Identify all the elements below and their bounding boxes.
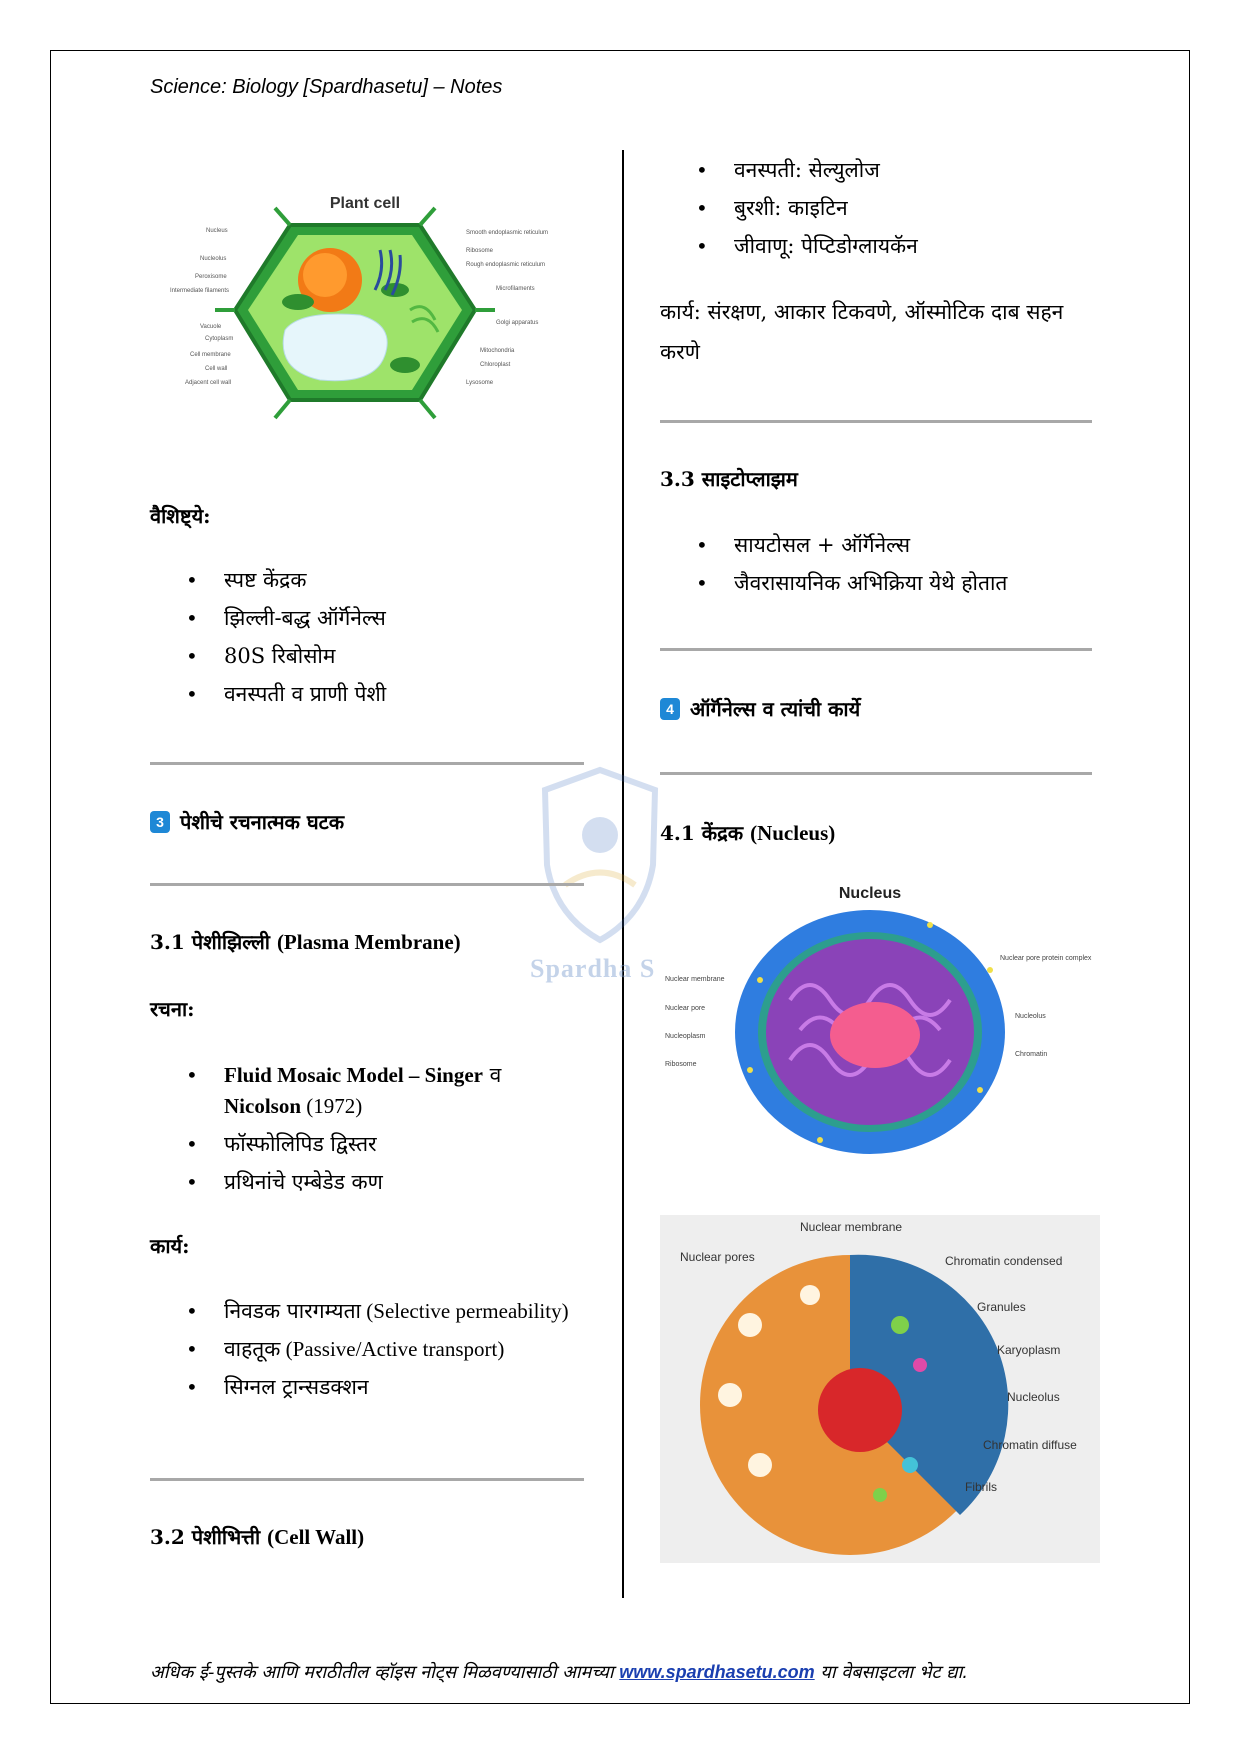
nucleus-cutaway-figure — [660, 1215, 1100, 1563]
list-item: • झिल्ली-बद्ध ऑर्गॅनेल्स — [150, 603, 590, 634]
section-4-heading — [660, 695, 860, 722]
cutaway-label: Fibrils — [965, 1480, 997, 1494]
footer-note — [150, 1660, 968, 1684]
cutaway-label: Chromatin diffuse — [983, 1438, 1077, 1452]
model-conjunction: व — [483, 1063, 502, 1087]
page-header: Science: Biology [Spardhasetu] – Notes — [150, 76, 503, 98]
list-item — [150, 1296, 620, 1327]
plant-label-right: Microfilaments — [496, 286, 535, 292]
plant-cell-figure — [170, 190, 560, 440]
list-item: • 80S रिबोसोम — [150, 641, 590, 672]
section-3-title: पेशीचे रचनात्मक घटक — [180, 810, 345, 834]
section-number-badge: 4 — [660, 698, 680, 720]
subsection-4-1-english: (Nucleus) — [750, 821, 836, 845]
section-rule — [150, 1478, 584, 1481]
plant-label-left: Peroxisome — [195, 274, 227, 280]
cytoplasm-list — [660, 530, 1110, 606]
nucleus-figure — [665, 880, 1092, 1160]
list-item: • वनस्पती: सेल्युलोज — [660, 155, 1110, 186]
plant-label-left: Cytoplasm — [205, 336, 234, 342]
plant-label-left: Nucleolus — [200, 256, 227, 262]
section-3-heading — [150, 808, 344, 835]
plant-label-right: Rough endoplasmic reticulum — [466, 262, 546, 268]
subsection-3-2-title: 3.2 पेशीभित्ती — [150, 1525, 261, 1549]
cutaway-label: Karyoplasm — [997, 1343, 1061, 1357]
list-item: • वनस्पती व प्राणी पेशी — [150, 679, 590, 710]
plant-label-left: Nucleus — [206, 228, 228, 234]
list-item: • प्रथिनांचे एम्बेडेड कण — [150, 1167, 600, 1198]
list-item: • जीवाणू: पेप्टिडोग्लायकॅन — [660, 231, 1110, 262]
list-item — [150, 1060, 600, 1122]
subsection-3-2-heading — [150, 1523, 364, 1550]
function-list — [150, 1296, 620, 1410]
model-year: (1972) — [301, 1094, 363, 1118]
list-item: • जैवरासायनिक अभिक्रिया येथे होतात — [660, 568, 1110, 599]
cutaway-label: Nucleolus — [1007, 1390, 1060, 1404]
cutaway-label: Granules — [977, 1300, 1026, 1314]
plant-label-right: Lysosome — [466, 380, 494, 386]
subsection-3-3-heading: 3.3 साइटोप्लाझम — [660, 467, 798, 491]
plant-label-right: Chloroplast — [480, 362, 511, 368]
subsection-3-1-english: (Plasma Membrane) — [276, 930, 461, 954]
plant-label-right: Smooth endoplasmic reticulum — [466, 230, 549, 236]
nucleus-label-right: Nucleolus — [1015, 1013, 1046, 1020]
section-rule — [660, 772, 1092, 775]
plant-label-left: Adjacent cell wall — [185, 380, 232, 386]
subsection-4-1-title: 4.1 केंद्रक — [660, 821, 744, 845]
section-rule — [660, 648, 1092, 651]
cell-wall-function: कार्य: संरक्षण, आकार टिकवणे, ऑस्मोटिक दाब सहन करणे — [660, 300, 1064, 364]
nucleus-label-right: Chromatin — [1015, 1051, 1048, 1058]
website-link[interactable]: www.spardhasetu.com — [619, 1662, 815, 1682]
plant-cell-diagram — [170, 190, 560, 440]
function-english: (Selective permeability) — [361, 1299, 569, 1323]
subsection-4-1-heading — [660, 819, 835, 846]
section-number-badge: 3 — [150, 811, 170, 833]
list-item: • स्पष्ट केंद्रक — [150, 565, 590, 596]
section-rule — [150, 762, 584, 765]
cutaway-label: Nuclear pores — [680, 1250, 755, 1264]
plant-label-right: Golgi apparatus — [496, 320, 539, 326]
function-marathi: वाहतूक — [224, 1337, 281, 1361]
plant-cell-title: Plant cell — [329, 195, 401, 212]
features-list — [150, 565, 590, 717]
subsection-3-1-heading — [150, 928, 461, 955]
plant-label-right: Ribosome — [466, 248, 494, 254]
nucleus-figure-title: Nucleus — [838, 885, 902, 902]
watermark-shield-icon — [535, 765, 665, 945]
watermark-text: Spardha S — [530, 954, 656, 983]
section-rule — [150, 883, 584, 886]
plant-label-left: Cell wall — [205, 366, 228, 372]
footer-text-after: या वेबसाइटला भेट द्या. — [814, 1662, 968, 1683]
subsection-3-2-english: (Cell Wall) — [267, 1525, 365, 1549]
structure-heading: रचना: — [150, 997, 195, 1021]
list-item — [150, 1334, 620, 1365]
nucleus-label-left: Ribosome — [665, 1061, 697, 1068]
cell-wall-list — [660, 155, 1110, 269]
section-rule — [660, 420, 1092, 423]
plant-label-left: Intermediate filaments — [170, 288, 230, 294]
model-author: Nicolson — [224, 1094, 302, 1118]
nucleus-label-right: Nuclear pore protein complex — [1000, 955, 1092, 962]
plant-label-left: Vacuole — [200, 324, 222, 330]
model-name: Fluid Mosaic Model – Singer — [224, 1063, 483, 1087]
subsection-3-1-title: 3.1 पेशीझिल्ली — [150, 930, 270, 954]
function-english: (Passive/Active transport) — [280, 1337, 505, 1361]
nucleus-diagram — [665, 880, 1092, 1160]
footer-text-before: अधिक ई-पुस्तके आणि मराठीतील व्हॉइस नोट्स मिळवण्यासाठी आमच्या — [150, 1662, 620, 1683]
list-item: • सायटोसल + ऑर्गॅनेल्स — [660, 530, 1110, 561]
function-marathi: निवडक पारगम्यता — [224, 1299, 362, 1323]
plant-label-right: Mitochondria — [480, 348, 515, 354]
nucleus-label-left: Nuclear pore — [665, 1005, 706, 1012]
nucleus-label-left: Nuclear membrane — [665, 976, 725, 983]
structure-list — [150, 1060, 600, 1205]
function-heading: कार्य: — [150, 1234, 190, 1258]
plant-label-left: Cell membrane — [190, 352, 231, 358]
list-item: • बुरशी: काइटिन — [660, 193, 1110, 224]
nucleus-cutaway-diagram — [660, 1215, 1100, 1563]
list-item: • सिग्नल ट्रान्सडक्शन — [150, 1372, 620, 1403]
section-4-title: ऑर्गॅनेल्स व त्यांची कार्ये — [690, 697, 861, 721]
nucleus-label-left: Nucleoplasm — [665, 1033, 706, 1040]
cutaway-label: Nuclear membrane — [800, 1220, 903, 1234]
cutaway-label: Chromatin condensed — [945, 1254, 1063, 1268]
features-heading: वैशिष्ट्ये: — [150, 504, 211, 528]
list-item: • फॉस्फोलिपिड द्विस्तर — [150, 1129, 600, 1160]
